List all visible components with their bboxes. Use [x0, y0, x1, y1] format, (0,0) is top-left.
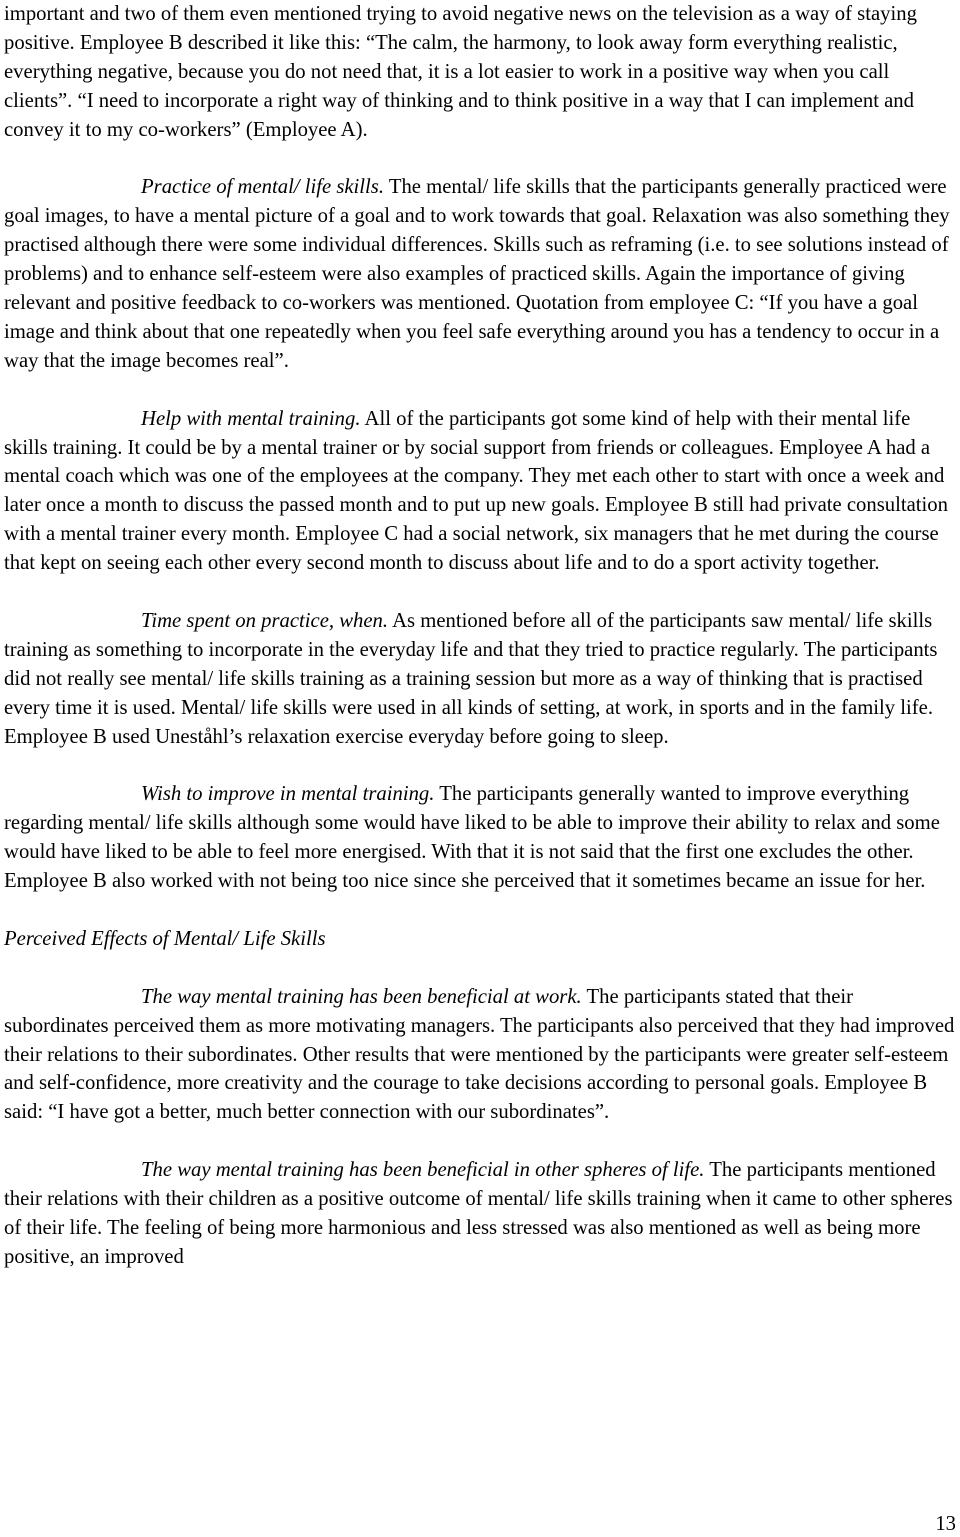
paragraph-beneficial-life — [4, 1156, 957, 1272]
paragraph-body: All of the participants got some kind of help with their mental life skills training. It could be by a mental trainer or by social support from friends or colleagues. Employee A had a mental coach which was one of the employees at the company. They met each other to start with once a week and later once a month to discuss the passed month and to put up new goals. Employee B still had private consultation with a mental trainer every month. Employee C had a social network, six managers that he met during the course that kept on seeing each other every second month to discuss about life and to do a sport activity together. — [4, 407, 948, 575]
paragraph-body: As mentioned before all of the participants saw mental/ life skills training as something to incorporate in the everyday life and that they tried to practice regularly. The participants did not really see mental/ life skills training as a training session but more as a way of thinking that is practised every time it is used. Mental/ life skills were used in all kinds of setting, at work, in sports and in the family life. Employee B used Uneståhl’s relaxation exercise everyday before going to sleep. — [4, 609, 938, 748]
paragraph-body: The participants stated that their subordinates perceived them as more motivating managers. The participants also perceived that they had improved their relations to their subordinates. Other results that were mentioned by the participants were greater self-esteem and self-confidence, more creativity and the courage to take decisions according to personal goals. Employee B said: “I have got a better, much better connection with our subordinates”. — [4, 985, 955, 1124]
paragraph-body: The participants mentioned their relations with their children as a positive outcome of mental/ life skills training when it came to other spheres of their life. The feeling of being more harmonious and less stressed was also mentioned as well as being more positive, an improved — [4, 1159, 953, 1268]
paragraph-heading: The way mental training has been beneficial at work. — [141, 985, 582, 1008]
paragraph-practice — [4, 173, 957, 375]
paragraph-heading: Wish to improve in mental training. — [141, 783, 435, 806]
paragraph-beneficial-work — [4, 983, 957, 1128]
paragraph-heading: The way mental training has been beneficial in other spheres of life. — [141, 1159, 705, 1182]
section-heading: Perceived Effects of Mental/ Life Skills — [4, 927, 326, 950]
paragraph-heading: Time spent on practice, when. — [141, 609, 389, 632]
page-number: 13 — [935, 1513, 956, 1535]
paragraph-continued — [4, 0, 957, 145]
paragraph-wish — [4, 780, 957, 896]
paragraph-body: The mental/ life skills that the participants generally practiced were goal images, to have a mental picture of a goal and to work towards that goal. Relaxation was also something they practised although there were some individual differences. Skills such as reframing (i.e. to see solutions instead of problems) and to enhance self-esteem were also examples of practiced skills. Again the importance of giving relevant and positive feedback to co-workers was mentioned. Quotation from employee C: “If you have a goal image and think about that one repeatedly when you feel safe everything around you has a tendency to occur in a way that the image becomes real”. — [4, 176, 950, 372]
paragraph-time-spent — [4, 607, 957, 752]
paragraph-heading: Help with mental training. — [141, 407, 361, 430]
paragraph-body: The participants generally wanted to improve everything regarding mental/ life skills although some would have liked to be able to improve their ability to relax and some would have liked to be able to feel more energised. With that it is not said that the first one excludes the other. Employee B also worked with not being too nice since she perceived that it sometimes became an issue for her. — [4, 783, 940, 893]
document-page — [4, 0, 957, 1272]
paragraph-body: important and two of them even mentioned trying to avoid negative news on the television as a way of staying positive. Employee B described it like this: “The calm, the harmony, to look away form everything realistic, everything negative, because you do not need that, it is a lot easier to work in a positive way when you call clients”. “I need to incorporate a right way of thinking and to think positive in a way that I can implement and convey it to my co-workers” (Employee A). — [4, 3, 917, 141]
paragraph-heading: Practice of mental/ life skills. — [141, 176, 385, 199]
paragraph-help — [4, 405, 957, 578]
